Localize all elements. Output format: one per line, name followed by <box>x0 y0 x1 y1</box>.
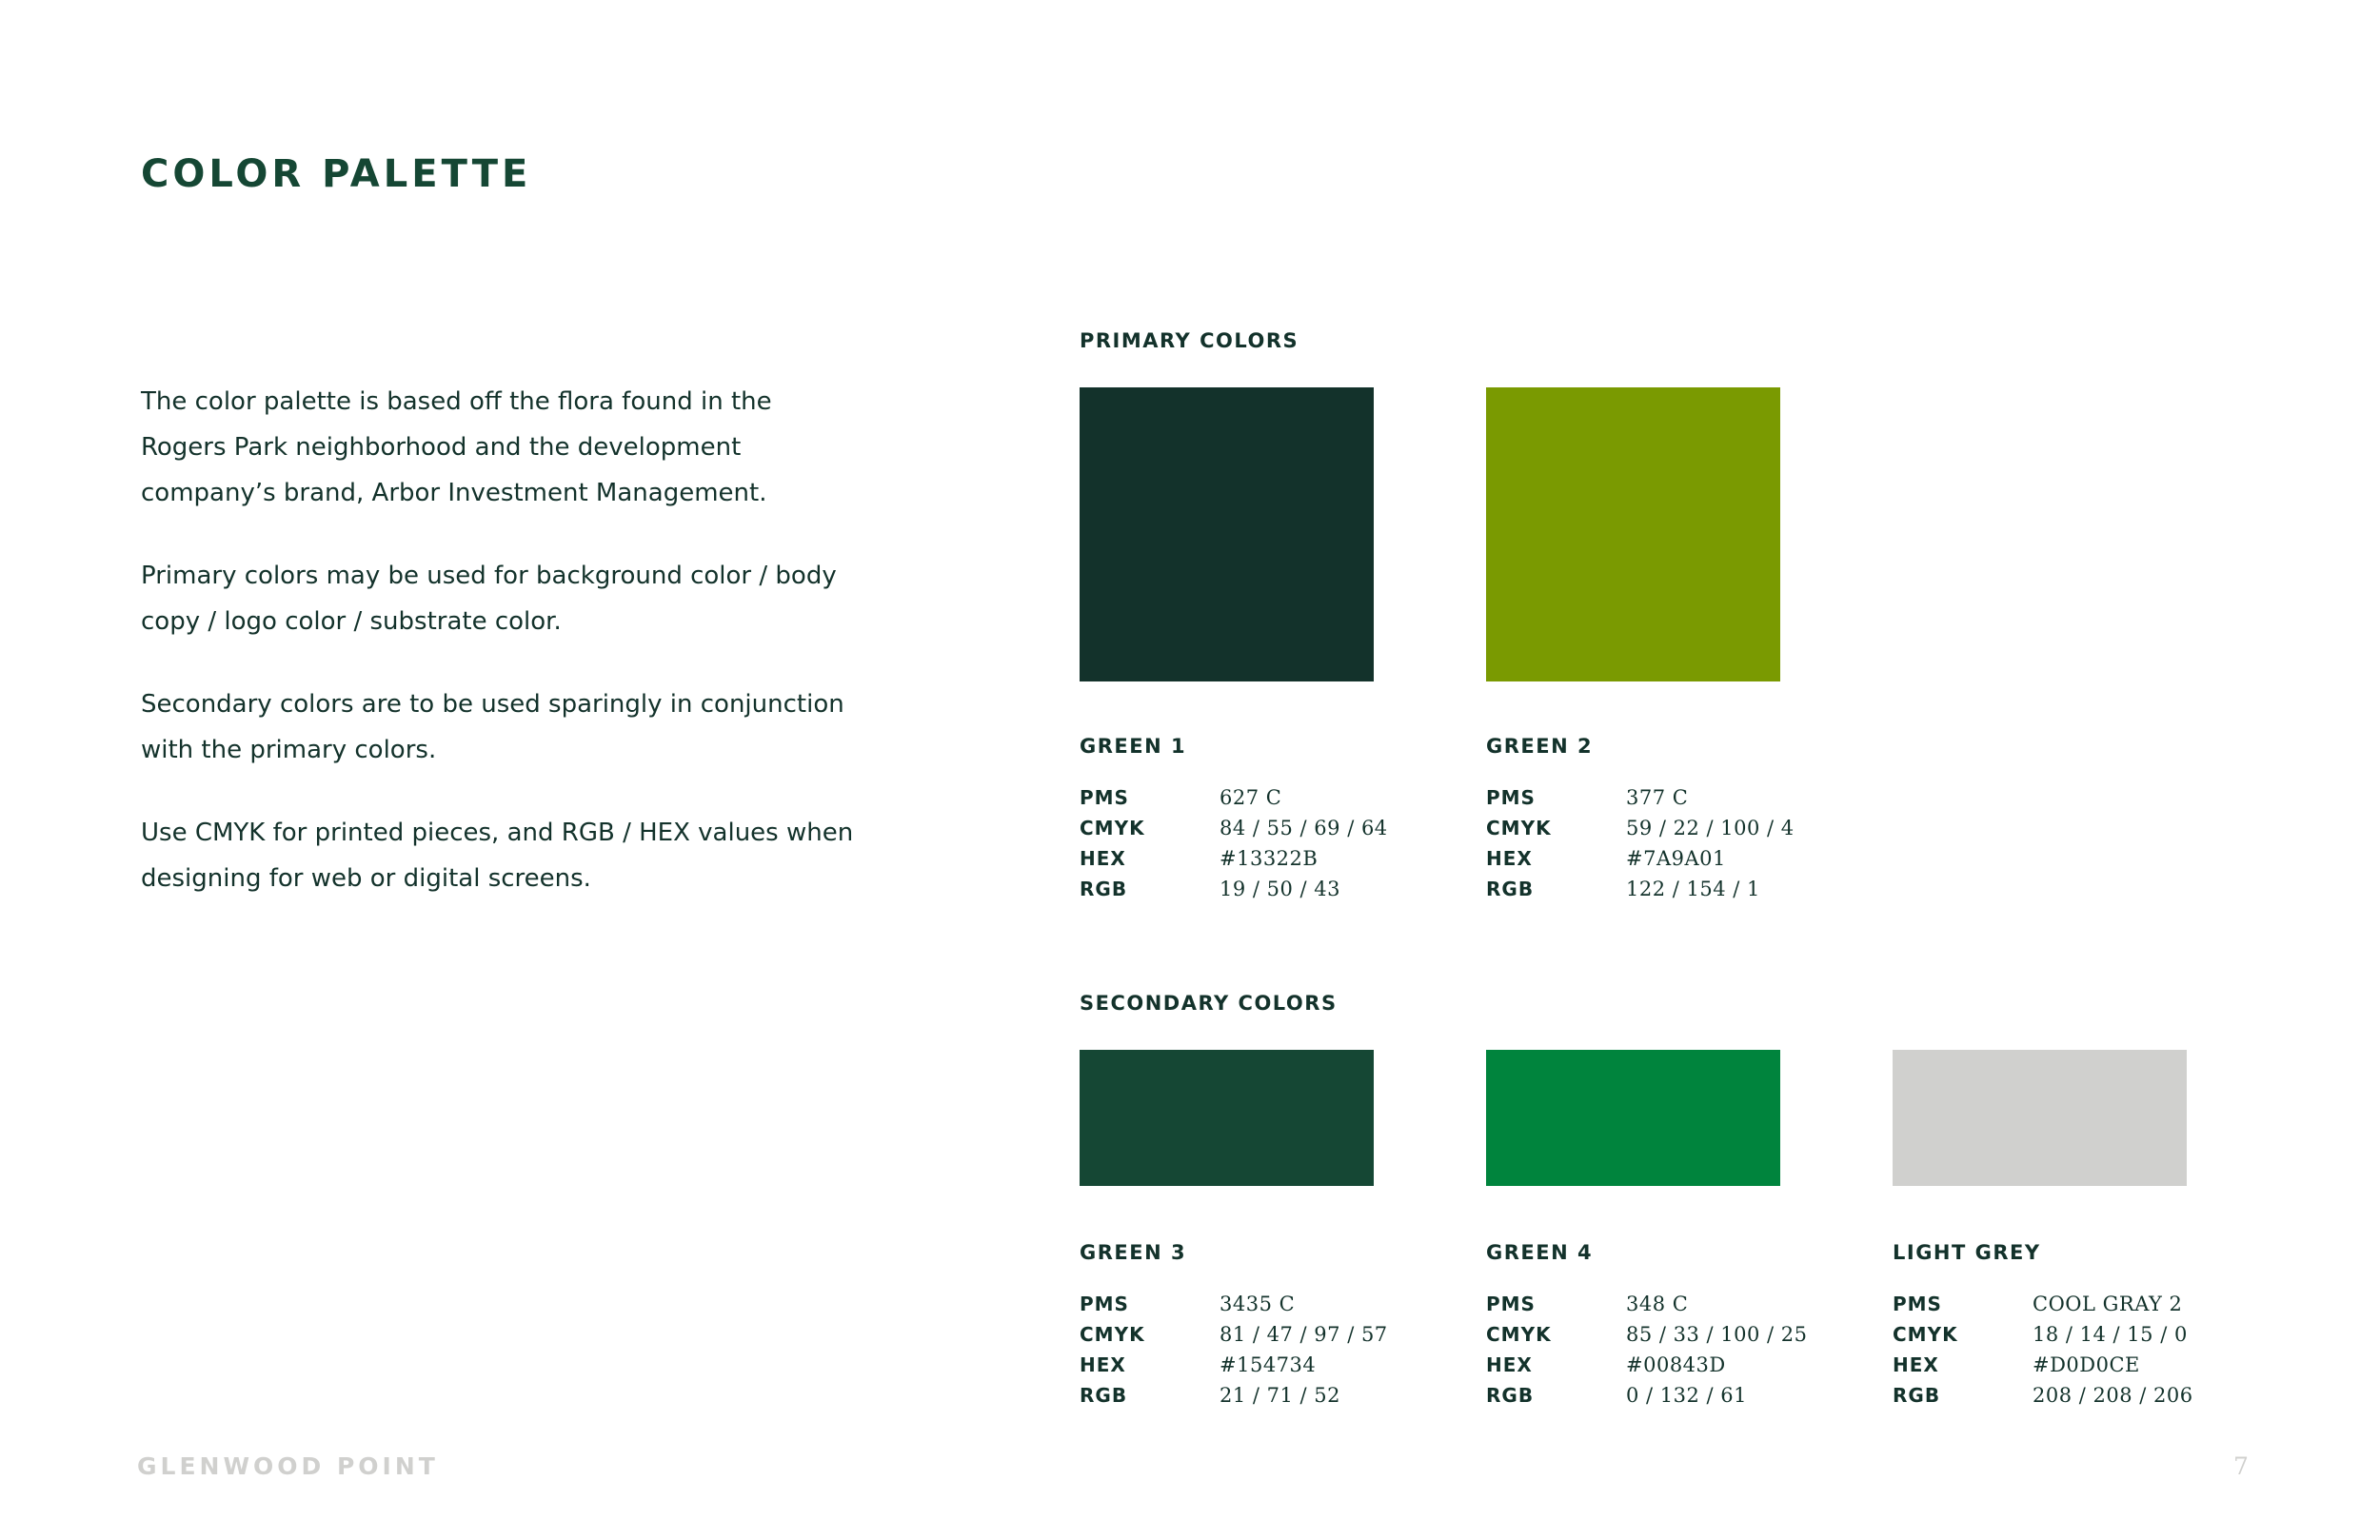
spec-row-hex <box>1893 1350 2273 1380</box>
swatch-green-3 <box>1080 1050 1460 1411</box>
color-swatch <box>1080 387 1374 681</box>
swatch-name: GREEN 4 <box>1486 1241 1594 1264</box>
spec-key: CMYK <box>1080 1323 1145 1346</box>
spec-list <box>1080 1289 1460 1411</box>
color-swatch <box>1486 387 1780 681</box>
spec-row-hex <box>1486 843 1867 874</box>
swatch-green-2 <box>1486 387 1867 904</box>
spec-key: RGB <box>1486 878 1535 900</box>
spec-value: 19 / 50 / 43 <box>1220 878 1341 900</box>
color-swatch <box>1893 1050 2187 1186</box>
spec-value: 122 / 154 / 1 <box>1626 878 1760 900</box>
spec-row-pms <box>1486 782 1867 813</box>
page-number: 7 <box>2233 1452 2249 1480</box>
spec-row-pms <box>1080 782 1460 813</box>
spec-row-hex <box>1080 1350 1460 1380</box>
spec-key: RGB <box>1893 1384 1941 1407</box>
spec-list <box>1486 782 1867 904</box>
intro-paragraph-2: Primary colors may be used for background color / body copy / logo color / substrate color. <box>141 562 837 636</box>
intro-paragraph-3: Secondary colors are to be used sparingly in conjunction with the primary colors. <box>141 690 844 764</box>
spec-row-cmyk <box>1486 813 1867 843</box>
spec-value: 18 / 14 / 15 / 0 <box>2033 1323 2188 1346</box>
spec-row-pms <box>1893 1289 2273 1319</box>
spec-value: 84 / 55 / 69 / 64 <box>1220 817 1388 839</box>
spec-key: PMS <box>1080 1293 1129 1315</box>
swatch-name: LIGHT GREY <box>1893 1241 2041 1264</box>
spec-value: 21 / 71 / 52 <box>1220 1384 1341 1407</box>
intro-text <box>141 379 864 938</box>
spec-key: PMS <box>1080 786 1129 809</box>
spec-key: HEX <box>1893 1353 1939 1376</box>
spec-key: CMYK <box>1080 817 1145 839</box>
spec-value: #00843D <box>1626 1353 1726 1376</box>
spec-value: COOL GRAY 2 <box>2033 1293 2183 1315</box>
spec-key: HEX <box>1080 1353 1126 1376</box>
spec-value: 627 C <box>1220 786 1282 809</box>
swatch-green-4 <box>1486 1050 1867 1411</box>
spec-row-rgb <box>1486 874 1867 904</box>
swatch-green-1 <box>1080 387 1460 904</box>
spec-list <box>1893 1289 2273 1411</box>
secondary-colors-heading: SECONDARY COLORS <box>1080 992 1338 1015</box>
intro-paragraph-1: The color palette is based off the flora found in the Rogers Park neighborhood and the development company’s brand, Arbor Investment Management. <box>141 387 772 507</box>
swatch-light-grey <box>1893 1050 2273 1411</box>
spec-key: HEX <box>1080 847 1126 870</box>
page-title: COLOR PALETTE <box>141 152 532 196</box>
spec-row-hex <box>1486 1350 1867 1380</box>
intro-paragraph-4: Use CMYK for printed pieces, and RGB / HEX values when designing for web or digital screens. <box>141 819 854 893</box>
spec-key: CMYK <box>1486 817 1552 839</box>
spec-value: 348 C <box>1626 1293 1689 1315</box>
spec-value: #154734 <box>1220 1353 1317 1376</box>
spec-key: HEX <box>1486 847 1533 870</box>
spec-value: 208 / 208 / 206 <box>2033 1384 2193 1407</box>
spec-value: #7A9A01 <box>1626 847 1726 870</box>
spec-value: #13322B <box>1220 847 1319 870</box>
spec-row-hex <box>1080 843 1460 874</box>
spec-row-cmyk <box>1486 1319 1867 1350</box>
spec-key: PMS <box>1486 1293 1536 1315</box>
spec-value: 81 / 47 / 97 / 57 <box>1220 1323 1388 1346</box>
footer-brand: GLENWOOD POINT <box>137 1452 439 1480</box>
spec-row-pms <box>1486 1289 1867 1319</box>
spec-value: 59 / 22 / 100 / 4 <box>1626 817 1795 839</box>
spec-key: RGB <box>1080 1384 1128 1407</box>
spec-row-rgb <box>1893 1380 2273 1411</box>
color-swatch <box>1080 1050 1374 1186</box>
spec-key: PMS <box>1486 786 1536 809</box>
spec-row-rgb <box>1486 1380 1867 1411</box>
spec-row-pms <box>1080 1289 1460 1319</box>
primary-colors-heading: PRIMARY COLORS <box>1080 329 1299 352</box>
spec-value: #D0D0CE <box>2033 1353 2140 1376</box>
spec-value: 377 C <box>1626 786 1689 809</box>
spec-key: CMYK <box>1486 1323 1552 1346</box>
swatch-name: GREEN 1 <box>1080 735 1187 758</box>
spec-row-cmyk <box>1893 1319 2273 1350</box>
swatch-name: GREEN 3 <box>1080 1241 1187 1264</box>
spec-value: 85 / 33 / 100 / 25 <box>1626 1323 1808 1346</box>
spec-row-rgb <box>1080 874 1460 904</box>
spec-key: PMS <box>1893 1293 1942 1315</box>
spec-row-cmyk <box>1080 813 1460 843</box>
swatch-name: GREEN 2 <box>1486 735 1594 758</box>
spec-key: CMYK <box>1893 1323 1958 1346</box>
spec-row-rgb <box>1080 1380 1460 1411</box>
spec-key: HEX <box>1486 1353 1533 1376</box>
spec-value: 0 / 132 / 61 <box>1626 1384 1748 1407</box>
spec-key: RGB <box>1486 1384 1535 1407</box>
color-swatch <box>1486 1050 1780 1186</box>
spec-list <box>1486 1289 1867 1411</box>
spec-row-cmyk <box>1080 1319 1460 1350</box>
spec-list <box>1080 782 1460 904</box>
spec-key: RGB <box>1080 878 1128 900</box>
spec-value: 3435 C <box>1220 1293 1296 1315</box>
